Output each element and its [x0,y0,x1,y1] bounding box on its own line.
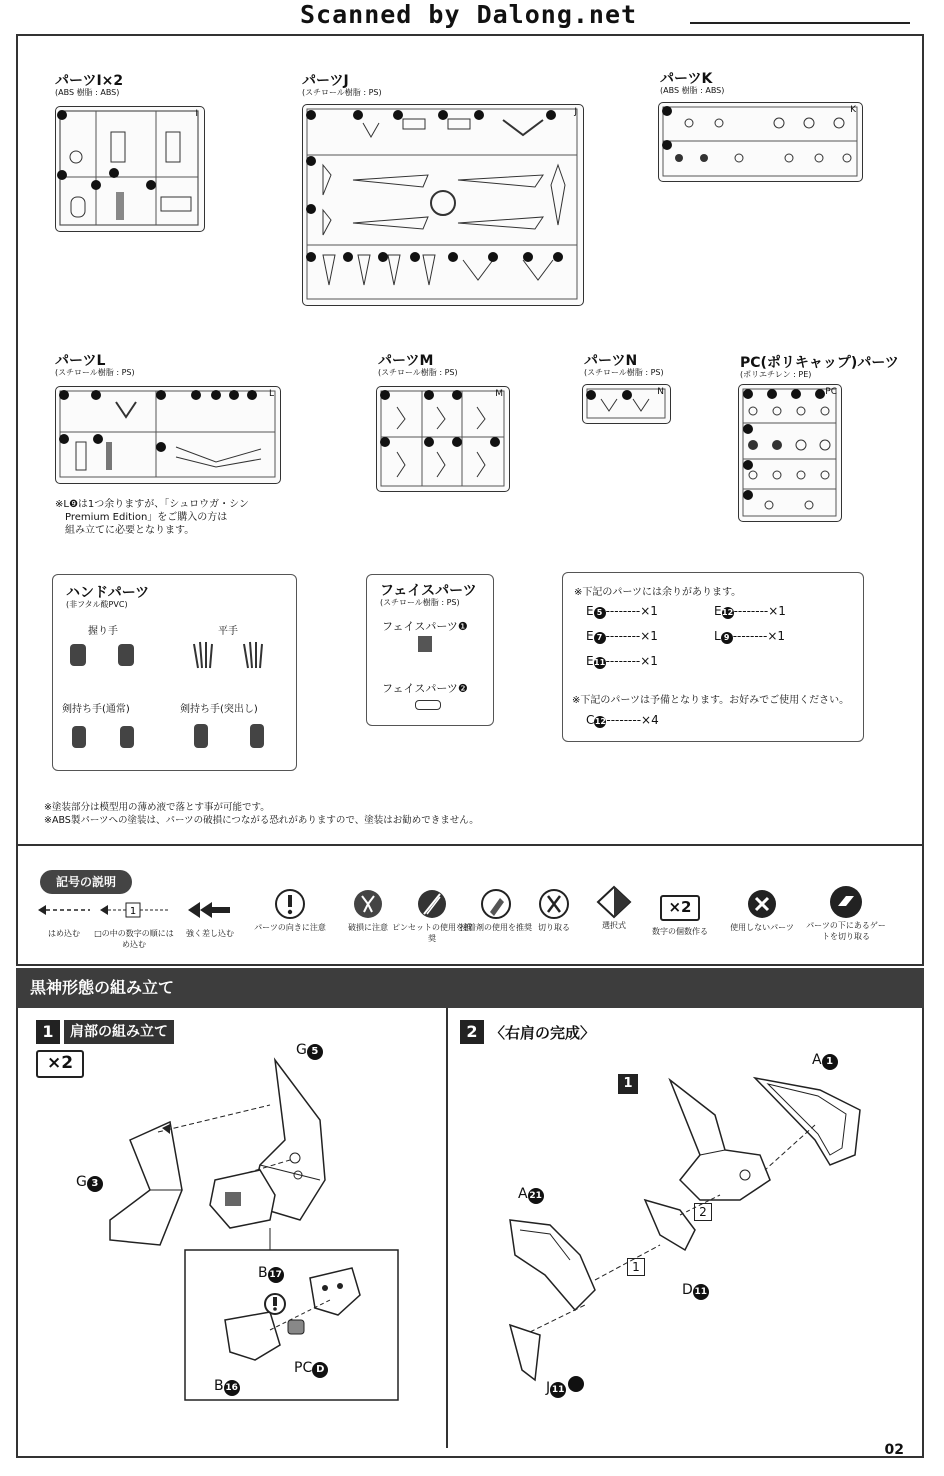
spare-e12-letter: E [714,604,722,618]
paint-notes [44,801,479,827]
legend-label: はめ込む [48,929,80,938]
section-title: 黒神形態の組み立て [16,968,924,1008]
label-b17-letter: B [258,1265,268,1281]
spare-row-e5: E 5 --------×1 [586,604,658,618]
spare-l9-num: 9 [721,632,733,644]
sprue-pc-diagram [738,384,842,522]
label-a1 [812,1052,838,1070]
label-g3-num: 3 [87,1176,103,1192]
sprue-m-material: (スチロール樹脂 : PS) [378,368,458,377]
label-g5-num: 5 [307,1044,323,1060]
spare-row-e11: E11--------×1 [586,654,658,668]
label-b17 [258,1265,284,1283]
spare-row-e12: E12--------×1 [714,604,786,618]
note-l9-line-3: 組み立てに必要となります。 [65,525,195,536]
label-b16-letter: B [214,1378,224,1394]
sprue-j-title: パーツJ [302,73,349,89]
legend-multiply [640,890,720,937]
step-2-title: 〈右肩の完成〉 [490,1024,596,1042]
banner-underline [690,22,910,24]
note-l9-line-2: Premium Edition」をご購入の方は [65,512,228,523]
label-j11-num: 11 [550,1382,566,1398]
step-1-diagram [70,1040,430,1410]
spare-e11-num: 11 [594,658,606,667]
paint-note-1: ※塗装部分は模型用の薄め液で落とす事が可能です。 [44,802,270,813]
sprue-l-letter: L [268,389,274,399]
sprue-m-title: パーツM [378,353,434,369]
spare-e5-count: ×1 [640,604,658,618]
exclamation-icon [274,888,306,920]
page-number: 02 [884,1442,904,1458]
legend-unused [722,886,802,933]
sprue-l-material: (スチロール樹脂 : PS) [55,368,135,377]
hand-sword-normal-label: 剣持ち手(通常) [62,704,130,715]
spare-l9-count: ×1 [767,629,786,643]
sprue-i-letter: I [195,109,198,119]
spare-row-l9: L 9 --------×1 [714,629,786,643]
spare-e11-letter: E [586,654,594,668]
double-arrow-icon [186,900,234,920]
sprue-j-letter: J [574,107,577,117]
spare-l9-letter: L [714,629,721,643]
label-a21 [518,1186,544,1204]
face-part-2-icon [415,700,441,710]
label-g5-letter: G [296,1042,307,1058]
legend-press-firmly [170,892,250,939]
reserve-heading: ※下記のパーツは予備となります。お好みでご使用ください。 [572,695,850,706]
spare-e7-count: ×1 [640,629,658,643]
spare-e7-letter: E [586,629,594,643]
sprue-pc-title: PC(ポリキャップ)パーツ [740,355,899,371]
gate-cut-icon [828,884,864,920]
reserve-c12-letter: C [586,713,595,727]
legend-label: 数字の個数作る [652,927,708,936]
label-pc-d-letter: PC [294,1360,313,1376]
sprue-n-diagram [582,384,671,424]
legend-label: 破損に注意 [348,923,388,932]
step-2-ref-1: 1 [618,1074,638,1094]
step-1-title: 肩部の組み立て [64,1020,174,1044]
spare-e7-num: 7 [594,632,606,644]
hand-sword-extended-label: 剣持ち手(突出し) [180,704,258,715]
legend-label: □の中の数字の順にはめ込む [94,929,174,949]
spare-e12-count: ×1 [768,604,786,618]
sprue-m-letter: M [495,389,503,399]
legend-orientation [250,886,330,933]
sprue-k-title: パーツK [660,71,713,87]
face-part-1-label: フェイスパーツ❶ [382,620,468,633]
label-g3 [76,1174,103,1192]
hand-flat-label: 平手 [218,626,238,637]
sprue-n-letter: N [657,387,664,397]
face-parts-material: (スチロール樹脂 : PS) [380,598,460,607]
label-pc-d-num: D [312,1362,328,1378]
spare-e12-num: 12 [722,608,734,617]
hand-grip-label: 握り手 [88,626,118,637]
legend-box-num: 1 [129,906,137,917]
reserve-c12-count: ×4 [641,713,659,727]
gate-cut-icon [568,1376,584,1392]
reserve-c12-num: 12 [594,717,606,726]
label-d11-num: 11 [693,1284,709,1300]
label-b16 [214,1378,240,1396]
sprue-pc-material: (ポリエチレン : PE) [740,370,812,379]
step-1-number: 1 [36,1020,60,1044]
label-a1-letter: A [812,1052,822,1068]
glue-icon [480,888,512,920]
legend-label: 使用しないパーツ [730,923,794,932]
sprue-i-title: パーツI×2 [55,73,124,89]
label-a21-num: 21 [528,1188,544,1204]
label-pc-d [294,1360,328,1378]
label-a21-letter: A [518,1186,528,1202]
numbered-arrow-icon [96,902,172,918]
label-d11-letter: D [682,1282,693,1298]
spare-heading: ※下記のパーツには余りがあります。 [574,587,742,598]
label-b16-num: 16 [224,1380,240,1396]
label-d11 [682,1282,709,1300]
steps-divider [446,1008,448,1448]
label-a1-num: 1 [822,1054,838,1070]
legend-tag: 記号の説明 [40,870,132,894]
sprue-k-diagram [658,102,863,182]
note-l9 [55,498,249,537]
legend-snap-in [24,892,104,939]
hand-parts-material: (非フタル酸PVC) [66,600,128,609]
sprue-l-title: パーツL [55,353,106,369]
legend-label: 強く差し込む [186,929,234,938]
tweezers-icon [416,888,448,920]
legend-gate-cut [806,884,886,942]
sprue-n-title: パーツN [584,353,638,369]
reserve-row-c12: C12--------×4 [586,713,659,727]
hand-icons [66,638,286,758]
sprue-l-diagram [55,386,281,484]
sprue-n-material: (スチロール樹脂 : PS) [584,368,664,377]
legend-label: 選択式 [602,921,626,930]
cut-icon [538,888,570,920]
sprue-i-diagram [55,106,205,232]
step-2-number: 2 [460,1020,484,1044]
paint-note-2: ※ABS製パーツへの塗装は、パーツの破損につながる恐れがありますので、塗装はお勧めできません。 [44,815,479,826]
step-2-diagram [500,1060,890,1400]
sprue-i-material: (ABS 樹脂 : ABS) [55,88,120,97]
spare-e5-letter: E [586,604,594,618]
multiply-icon: ×2 [660,895,700,921]
legend-label: パーツの下にあるゲートを切り取る [806,921,886,941]
legend-label: ピンセットの使用を推奨 [392,923,472,943]
order-box-2: 2 [694,1203,712,1221]
sprue-k-letter: K [850,105,856,115]
face-parts-title: フェイスパーツ [380,583,477,599]
hand-parts-title: ハンドパーツ [66,585,150,601]
note-l9-line-1: ※L❾は1つ余りますが、「シュロウガ・シン [55,499,249,510]
sprue-pc-letter: PC [825,387,837,397]
spare-e5-num: 5 [594,607,606,619]
face-part-1-icon [418,636,432,652]
order-box-1: 1 [627,1258,645,1276]
step-1-multiplier: ×2 [36,1050,84,1078]
dashed-arrow-icon [34,904,94,916]
sprue-j-material: (スチロール樹脂 : PS) [302,88,382,97]
label-j11 [546,1376,584,1398]
label-g5 [296,1042,323,1060]
sprue-k-material: (ABS 樹脂 : ABS) [660,86,725,95]
label-b17-num: 17 [268,1267,284,1283]
legend-label: パーツの向きに注意 [254,923,326,932]
label-j11-letter: J [546,1380,551,1396]
legend-numbered-order [94,892,174,950]
label-g3-letter: G [76,1174,87,1190]
sprue-m-diagram [376,386,510,492]
break-icon [352,888,384,920]
unused-icon [746,888,778,920]
sprue-j-diagram [302,104,584,306]
legend-label: 接着剤の使用を推奨 [460,923,532,932]
scan-banner: Scanned by Dalong.net [300,0,638,29]
spare-row-e7: E 7 --------×1 [586,629,658,643]
face-part-2-label: フェイスパーツ❷ [382,682,468,695]
legend-label: 切り取る [538,923,570,932]
choice-icon [594,885,634,919]
spare-e11-count: ×1 [640,654,658,668]
